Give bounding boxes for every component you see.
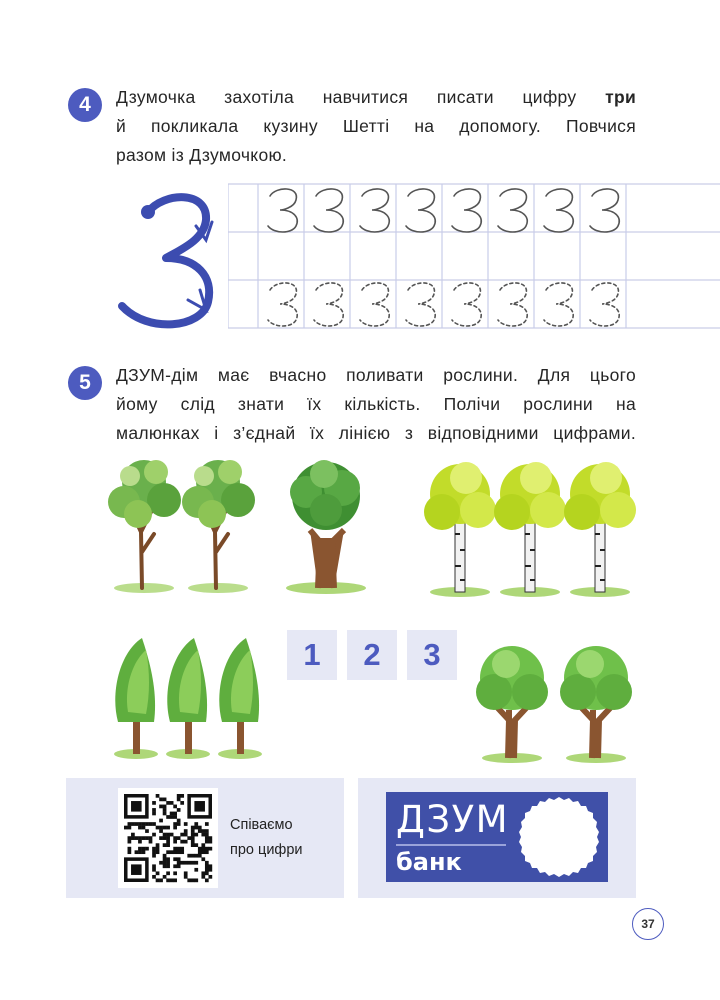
trace-digit-three bbox=[544, 189, 573, 232]
task-4-number: 4 bbox=[79, 93, 91, 116]
task-5-line-2: йому слід знати їх кількість. Полічи рослини на bbox=[116, 394, 636, 414]
task-4-line-3: разом із Дзумочкою. bbox=[116, 145, 288, 165]
answer-number-1-label: 1 bbox=[303, 637, 321, 672]
answer-number-2[interactable] bbox=[347, 630, 397, 680]
large-digit-three-with-arrows bbox=[108, 178, 226, 336]
tracing-grid bbox=[228, 182, 720, 332]
qr-code-card[interactable] bbox=[118, 788, 218, 888]
page-number-label: 37 bbox=[641, 917, 655, 931]
task-5-text bbox=[116, 361, 636, 448]
trace-digit-three bbox=[268, 189, 297, 232]
answer-number-3-label: 3 bbox=[423, 637, 441, 672]
page-number bbox=[632, 908, 664, 940]
task-5-line-1: ДЗУМ-дім має вчасно поливати рослини. Для цього bbox=[116, 365, 636, 385]
trace-digit-three bbox=[406, 283, 435, 326]
task-5-badge bbox=[68, 366, 102, 400]
answer-number-3[interactable] bbox=[407, 630, 457, 680]
bank-divider bbox=[396, 844, 506, 846]
answer-number-2-label: 2 bbox=[363, 637, 381, 672]
bank-coin-icon bbox=[516, 794, 602, 880]
qr-caption bbox=[230, 813, 303, 863]
answer-number-1[interactable] bbox=[287, 630, 337, 680]
trace-digit-three bbox=[360, 283, 389, 326]
trace-digit-three bbox=[590, 189, 619, 232]
round-tree bbox=[476, 646, 548, 763]
qr-code-icon bbox=[118, 788, 218, 888]
thin-tree bbox=[182, 460, 255, 593]
windy-tree bbox=[166, 638, 210, 759]
trace-digit-three bbox=[268, 283, 297, 326]
windy-tree bbox=[114, 638, 158, 759]
trace-digit-three bbox=[590, 283, 619, 326]
tree-group-windy bbox=[108, 632, 278, 762]
windy-tree bbox=[218, 638, 262, 759]
birch-tree bbox=[564, 462, 636, 597]
bank-brand: ДЗУМ bbox=[396, 798, 510, 841]
bank-sub: банк bbox=[396, 848, 462, 876]
task-4-line-2: й покликала кузину Шетті на допомогу. Повчися bbox=[116, 116, 636, 136]
trace-digit-three bbox=[498, 189, 527, 232]
thin-tree bbox=[108, 460, 181, 593]
task-5-line-3: малюнках і з’єднай їх лінією з відповідними цифрами. bbox=[116, 423, 636, 443]
trace-digit-three bbox=[544, 283, 573, 326]
trace-digit-three bbox=[406, 189, 435, 232]
tree-group-oak bbox=[280, 452, 380, 597]
tree-group-two-thin bbox=[100, 452, 260, 597]
tree-group-birch bbox=[422, 454, 642, 599]
birch-tree bbox=[424, 462, 496, 597]
trace-digit-three bbox=[314, 283, 343, 326]
task-4-badge bbox=[68, 88, 102, 122]
qr-caption-line-1: Співаємо bbox=[230, 817, 293, 833]
task-5-number: 5 bbox=[79, 371, 91, 394]
trace-digit-three bbox=[360, 189, 389, 232]
bank-logo-card bbox=[386, 792, 608, 882]
trace-digit-three bbox=[452, 283, 481, 326]
bank-panel bbox=[358, 778, 636, 898]
task-4-text bbox=[116, 83, 636, 170]
round-tree bbox=[560, 646, 632, 763]
trace-digit-three bbox=[452, 189, 481, 232]
birch-tree bbox=[494, 462, 566, 597]
qr-panel bbox=[66, 778, 344, 898]
qr-caption-line-2: про цифри bbox=[230, 842, 303, 858]
task-4-bold-word: три bbox=[605, 87, 636, 107]
trace-digit-three bbox=[498, 283, 527, 326]
tree-group-round bbox=[470, 640, 640, 765]
task-4-line-1: Дзумочка захотіла навчитися писати цифру bbox=[116, 87, 606, 107]
trace-digit-three bbox=[314, 189, 343, 232]
